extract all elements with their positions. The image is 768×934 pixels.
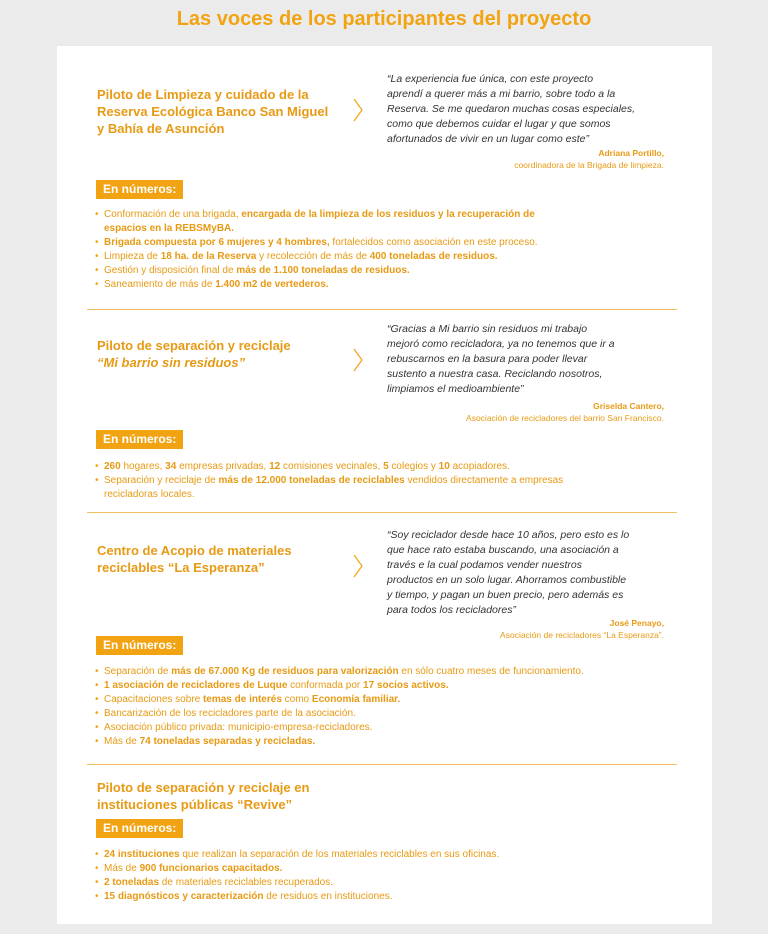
list-item: • Bancarización de los recicladores parte de la asociación. xyxy=(95,707,685,721)
list-item: • 260 hogares, 34 empresas privadas, 12 comisiones vecinales, 5 colegios y 10 acopiadores. xyxy=(95,460,685,474)
author-name: Adriana Portillo, xyxy=(598,148,664,158)
testimonial-quote: “Soy reciclador desde hace 10 años, pero esto es lo que hace rato estaba buscando, una asociación a través e la cual podamos vender nuestros productos en un solo lugar. Ahorramos combustible y tiempo, y pagan un buen precio, pero además es para todos los recicladores” xyxy=(387,529,630,616)
section-divider xyxy=(87,309,677,310)
list-item: • Gestión y disposición final de más de 1.100 toneladas de residuos. xyxy=(95,264,685,278)
list-item: • Conformación de una brigada, encargada de la limpieza de los residuos y la recuperación de espacios en la REBSMyBA. xyxy=(95,208,685,236)
list-item: • Más de 900 funcionarios capacitados. xyxy=(95,862,685,876)
section-title: Centro de Acopio de materiales reciclables “La Esperanza” xyxy=(97,543,292,575)
author-role: coordinadora de la Brigada de limpieza. xyxy=(514,160,664,170)
list-item: • 24 instituciones que realizan la separación de los materiales reciclables en sus oficinas. xyxy=(95,848,685,862)
testimonial-quote: “La experiencia fue única, con este proyecto aprendí a querer más a mi barrio, sobre todo a la Reserva. Se me quedaron muchas cosas especiales, como que debemos cuidar el lugar y que somos afortunados de vivir en un lugar como este” xyxy=(387,73,636,145)
stats-list xyxy=(95,848,685,904)
en-numeros-badge: En números: xyxy=(96,180,183,199)
list-item: • Saneamiento de más de 1.400 m2 de vertederos. xyxy=(95,278,685,292)
stats-list xyxy=(95,208,685,292)
list-item: • Brigada compuesta por 6 mujeres y 4 hombres, fortalecidos como asociación en este proceso. xyxy=(95,236,685,250)
section-title: Piloto de Limpieza y cuidado de la Reserva Ecológica Banco San Miguel y Bahía de Asunción xyxy=(97,87,329,136)
quote-author xyxy=(466,400,664,424)
section-title: Piloto de separación y reciclaje “Mi barrio sin residuos” xyxy=(97,338,291,370)
content-card xyxy=(57,46,712,924)
chevron-right-icon xyxy=(353,554,363,578)
list-item: • 2 toneladas de materiales reciclables recuperados. xyxy=(95,876,685,890)
quote-author xyxy=(514,147,664,171)
testimonial-quote: “Gracias a Mi barrio sin residuos mi trabajo mejoró como recicladora, ya no tenemos que ir a rebuscarnos en la basura para poder llevar sustento a nuestra casa. Reciclando nosotros, limpiamos el medioambiente” xyxy=(387,323,615,395)
list-item: • Separación de más de 67.000 Kg de residuos para valorización en sólo cuatro meses de funcionamiento. xyxy=(95,665,685,679)
quote-author xyxy=(500,617,664,641)
author-name: José Penayo, xyxy=(609,618,664,628)
en-numeros-badge: En números: xyxy=(96,430,183,449)
author-role: Asociación de recicladores del barrio San Francisco. xyxy=(466,413,664,423)
chevron-right-icon xyxy=(353,98,363,122)
en-numeros-badge: En números: xyxy=(96,636,183,655)
en-numeros-badge: En números: xyxy=(96,819,183,838)
stats-list xyxy=(95,460,685,502)
list-item: • Limpieza de 18 ha. de la Reserva y recolección de más de 400 toneladas de residuos. xyxy=(95,250,685,264)
section-divider xyxy=(87,512,677,513)
list-item: • 1 asociación de recicladores de Luque conformada por 17 socios activos. xyxy=(95,679,685,693)
list-item: • Capacitaciones sobre temas de interés como Economía familiar. xyxy=(95,693,685,707)
stats-list xyxy=(95,665,685,749)
list-item: • 15 diagnósticos y caracterización de residuos en instituciones. xyxy=(95,890,685,904)
author-role: Asociación de recicladores “La Esperanza”. xyxy=(500,630,664,640)
page-title: Las voces de los participantes del proyecto xyxy=(176,8,592,30)
section-title: Piloto de separación y reciclaje en instituciones públicas “Revive” xyxy=(97,780,310,812)
author-name: Griselda Cantero, xyxy=(593,401,664,411)
section-divider xyxy=(87,764,677,765)
list-item: • Asociación público privada: municipio-empresa-recicladores. xyxy=(95,721,685,735)
chevron-right-icon xyxy=(353,348,363,372)
list-item: • Separación y reciclaje de más de 12.000 toneladas de reciclables vendidos directamente a empresas recicladoras locales. xyxy=(95,474,685,502)
list-item: • Más de 74 toneladas separadas y recicladas. xyxy=(95,735,685,749)
